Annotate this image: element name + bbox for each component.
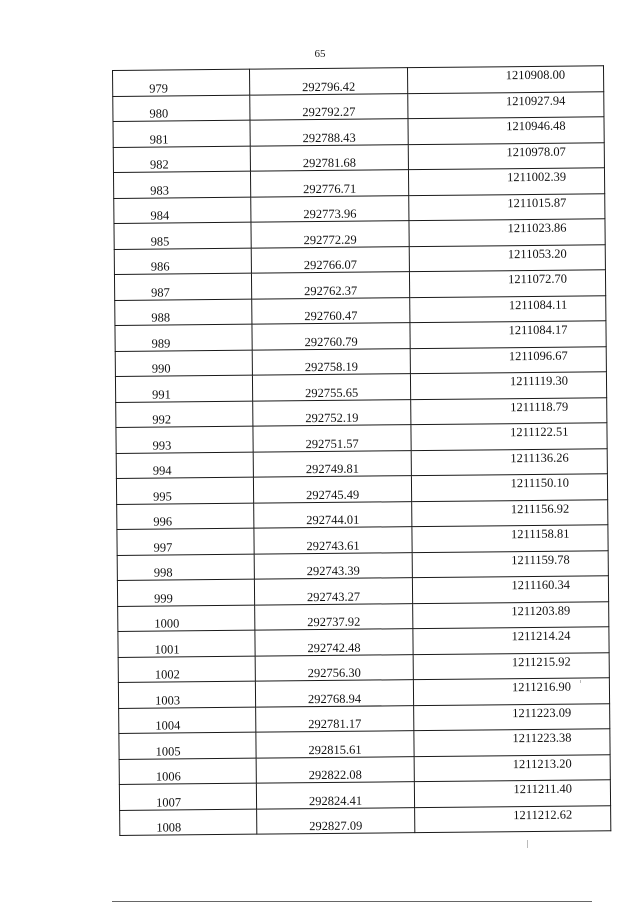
y-coordinate-cell: 1211122.51	[411, 423, 607, 450]
point-number-cell: 999	[117, 579, 254, 606]
x-coordinate-cell: 292743.61	[254, 527, 412, 554]
point-number-cell: 990	[115, 350, 252, 377]
x-coordinate-cell: 292760.47	[252, 297, 410, 324]
y-coordinate-cell: 1210978.07	[408, 142, 604, 169]
y-coordinate-cell: 1211158.81	[412, 525, 608, 552]
y-coordinate-cell: 1211216.90	[413, 678, 609, 705]
point-number-cell: 983	[113, 171, 250, 198]
point-number-cell: 984	[114, 197, 251, 224]
x-coordinate-cell: 292788.43	[250, 119, 408, 146]
y-coordinate-cell: 1211211.40	[414, 780, 610, 807]
point-number-cell: 1008	[120, 809, 257, 836]
coordinate-table-body	[113, 66, 611, 836]
point-number-cell: 1000	[118, 605, 255, 632]
y-coordinate-cell: 1211118.79	[411, 397, 607, 424]
y-coordinate-cell: 1211203.89	[413, 601, 609, 628]
point-number-cell: 995	[116, 477, 253, 504]
y-coordinate-cell: 1210908.00	[407, 66, 603, 93]
y-coordinate-cell: 1211096.67	[410, 346, 606, 373]
y-coordinate-cell: 1210927.94	[408, 91, 604, 118]
y-coordinate-cell: 1211136.26	[411, 448, 607, 475]
y-coordinate-cell: 1211053.20	[409, 244, 605, 271]
x-coordinate-cell: 292796.42	[249, 68, 407, 95]
x-coordinate-cell: 292827.09	[257, 807, 415, 834]
point-number-cell: 986	[114, 248, 251, 275]
x-coordinate-cell: 292737.92	[255, 603, 413, 630]
y-coordinate-cell: 1211119.30	[410, 372, 606, 399]
point-number-cell: 997	[117, 528, 254, 555]
y-coordinate-cell: 1211223.09	[414, 703, 610, 730]
x-coordinate-cell: 292781.68	[250, 144, 408, 171]
point-number-cell: 1003	[118, 681, 255, 708]
y-coordinate-cell: 1211156.92	[412, 499, 608, 526]
point-number-cell: 988	[115, 299, 252, 326]
x-coordinate-cell: 292792.27	[250, 93, 408, 120]
y-coordinate-cell: 1211213.20	[414, 754, 610, 781]
point-number-cell: 1002	[118, 656, 255, 683]
x-coordinate-cell: 292744.01	[254, 501, 412, 528]
x-coordinate-cell: 292743.39	[254, 552, 412, 579]
table-row	[120, 805, 611, 835]
point-number-cell: 982	[113, 146, 250, 173]
point-number-cell: 987	[114, 273, 251, 300]
y-coordinate-cell: 1211002.39	[408, 168, 604, 195]
page-number: 65	[314, 48, 326, 60]
point-number-cell: 981	[113, 120, 250, 147]
x-coordinate-cell: 292755.65	[252, 374, 410, 401]
point-number-cell: 1004	[119, 707, 256, 734]
x-coordinate-cell: 292824.41	[256, 782, 414, 809]
x-coordinate-cell: 292756.30	[255, 654, 413, 681]
x-coordinate-cell: 292781.17	[256, 705, 414, 732]
y-coordinate-cell: 1211084.17	[410, 321, 606, 348]
y-coordinate-cell: 1211160.34	[412, 576, 608, 603]
x-coordinate-cell: 292751.57	[253, 425, 411, 452]
coordinate-table	[112, 65, 611, 836]
y-coordinate-cell: 1211223.38	[414, 729, 610, 756]
x-coordinate-cell: 292742.48	[255, 629, 413, 656]
x-coordinate-cell: 292815.61	[256, 731, 414, 758]
x-coordinate-cell: 292776.71	[250, 170, 408, 197]
point-number-cell: 994	[116, 452, 253, 479]
y-coordinate-cell: 1211015.87	[409, 193, 605, 220]
point-number-cell: 1007	[119, 783, 256, 810]
x-coordinate-cell: 292745.49	[253, 476, 411, 503]
point-number-cell: 993	[116, 426, 253, 453]
point-number-cell: 1006	[119, 758, 256, 785]
point-number-cell: 989	[115, 324, 252, 351]
point-number-cell: 979	[113, 69, 250, 96]
x-coordinate-cell: 292743.27	[254, 578, 412, 605]
scan-speck	[527, 840, 528, 848]
x-coordinate-cell: 292768.94	[255, 680, 413, 707]
point-number-cell: 992	[116, 401, 253, 428]
x-coordinate-cell: 292758.19	[252, 348, 410, 375]
point-number-cell: 985	[114, 222, 251, 249]
point-number-cell: 1001	[118, 630, 255, 657]
x-coordinate-cell: 292773.96	[251, 195, 409, 222]
x-coordinate-cell: 292772.29	[251, 221, 409, 248]
scan-edge-line	[112, 901, 592, 902]
point-number-cell: 1005	[119, 732, 256, 759]
point-number-cell: 980	[113, 95, 250, 122]
point-number-cell: 991	[115, 375, 252, 402]
scan-speck	[580, 680, 581, 683]
y-coordinate-cell: 1211072.70	[409, 270, 605, 297]
y-coordinate-cell: 1211214.24	[413, 627, 609, 654]
y-coordinate-cell: 1211023.86	[409, 219, 605, 246]
x-coordinate-cell: 292822.08	[256, 756, 414, 783]
y-coordinate-cell: 1211150.10	[411, 474, 607, 501]
x-coordinate-cell: 292766.07	[251, 246, 409, 273]
y-coordinate-cell: 1211159.78	[412, 550, 608, 577]
y-coordinate-cell: 1210946.48	[408, 117, 604, 144]
x-coordinate-cell: 292752.19	[253, 399, 411, 426]
x-coordinate-cell: 292760.79	[252, 323, 410, 350]
x-coordinate-cell: 292762.37	[251, 272, 409, 299]
point-number-cell: 996	[117, 503, 254, 530]
coordinate-table-wrapper	[112, 66, 573, 836]
x-coordinate-cell: 292749.81	[253, 450, 411, 477]
y-coordinate-cell: 1211215.92	[413, 652, 609, 679]
y-coordinate-cell: 1211084.11	[410, 295, 606, 322]
y-coordinate-cell: 1211212.62	[415, 805, 611, 832]
point-number-cell: 998	[117, 554, 254, 581]
